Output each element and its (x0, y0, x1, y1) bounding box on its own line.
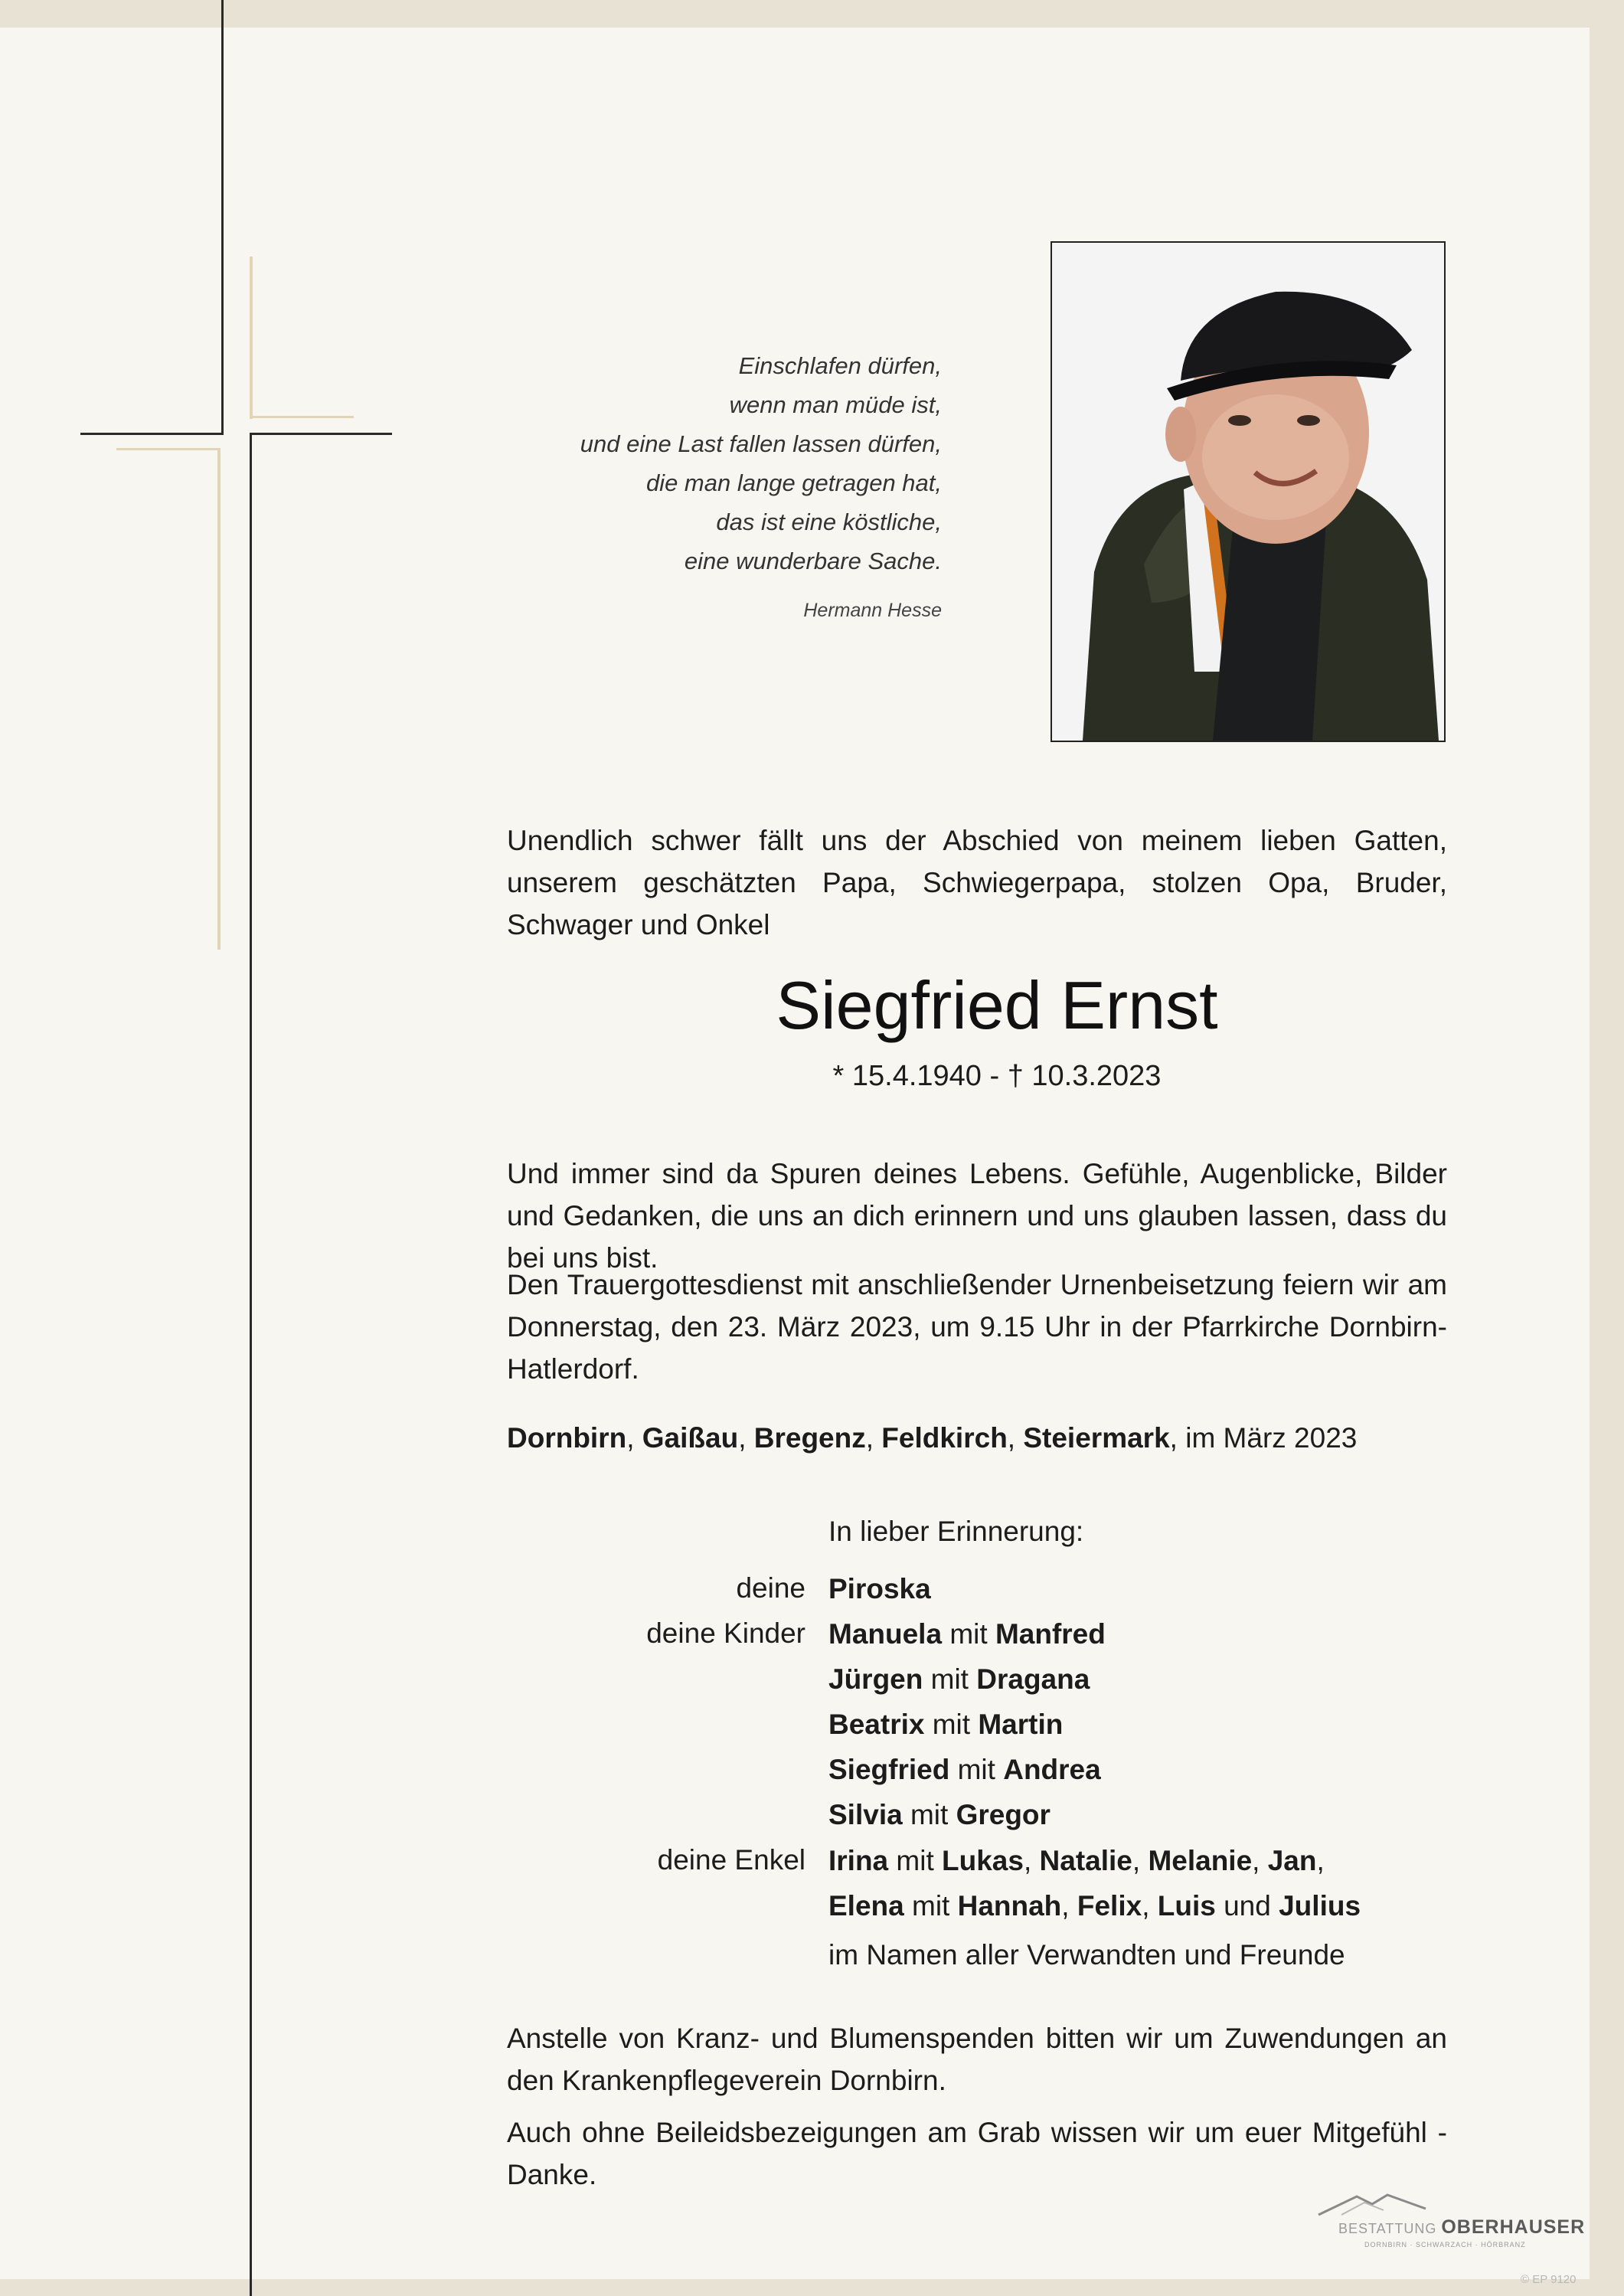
mourner-line: Elena mit Hannah, Felix, Luis und Julius (828, 1890, 1361, 1922)
place-name: Steiermark (1023, 1422, 1170, 1454)
quote-line: wenn man müde ist, (729, 391, 942, 418)
mourner-name: Beatrix (828, 1709, 925, 1740)
relation-names (828, 1611, 1441, 1837)
mourner-line: Silvia mit Gregor (828, 1799, 1051, 1830)
place-name: Bregenz (753, 1422, 866, 1454)
mourner-name: Andrea (1003, 1754, 1101, 1785)
mourner-name: Luis (1157, 1890, 1216, 1922)
mourner-name: Irina (828, 1845, 889, 1876)
quote-line: und eine Last fallen lassen dürfen, (580, 430, 942, 457)
logo-text (1338, 2216, 1585, 2239)
quote-line: das ist eine köstliche, (716, 509, 942, 535)
place-name: Feldkirch (881, 1422, 1008, 1454)
place-suffix: im März 2023 (1185, 1422, 1358, 1454)
mourner-name: Hannah (957, 1890, 1062, 1922)
quote-line: eine wunderbare Sache. (684, 548, 942, 574)
relation-label: deine (736, 1572, 805, 1604)
donation-note: Anstelle von Kranz- und Blumenspenden bitten wir um Zuwendungen an den Krankenpflegeverein Dornbirn. (507, 2023, 1447, 2096)
mourner-name: Felix (1077, 1890, 1142, 1922)
mountain-logo-icon (1311, 2192, 1441, 2218)
mourner-line: Jürgen mit Dragana (828, 1663, 1090, 1695)
mourner-name: Gregor (956, 1799, 1051, 1830)
closing-line: im Namen aller Verwandten und Freunde (828, 1939, 1345, 1971)
place-name: Gaißau (642, 1422, 739, 1454)
funeral-home-logo (1311, 2192, 1586, 2253)
mourner-name: Manuela (828, 1618, 943, 1650)
life-dates: * 15.4.1940 - † 10.3.2023 (832, 1060, 1162, 1092)
relation-label: deine Kinder (646, 1617, 805, 1649)
mourner-name: Lukas (942, 1845, 1024, 1876)
portrait-illustration (1052, 243, 1444, 741)
mourner-line: Irina mit Lukas, Natalie, Melanie, Jan, (828, 1845, 1325, 1876)
print-code: © EP 9120 (1521, 2273, 1577, 2286)
logo-name: OBERHAUSER (1441, 2216, 1586, 2238)
mourner-name: Julius (1279, 1890, 1361, 1922)
relation-names (828, 1838, 1441, 1928)
place-name: Dornbirn (507, 1422, 627, 1454)
intro-text: Unendlich schwer fällt uns der Abschied von meinem lieben Gatten, unserem geschätzten Papa, Schwiegerpapa, stolzen Opa, Bruder, Schwager und Onkel (507, 825, 1447, 940)
mourner-name: Jan (1267, 1845, 1317, 1876)
mourner-line: Beatrix mit Martin (828, 1709, 1064, 1740)
places-line: Dornbirn, Gaißau, Bregenz, Feldkirch, Steiermark, im März 2023 (507, 1422, 1358, 1454)
mourner-name: Elena (828, 1890, 904, 1922)
mourner-name: Piroska (828, 1573, 931, 1604)
deceased-name: Siegfried Ernst (776, 967, 1218, 1043)
logo-prefix: BESTATTUNG (1338, 2221, 1437, 2236)
quote-lines (459, 346, 942, 581)
mourner-name: Martin (978, 1709, 1064, 1740)
portrait-photo (1051, 241, 1446, 742)
mourner-name: Dragana (976, 1663, 1090, 1695)
relation-label: deine Enkel (657, 1844, 805, 1876)
thanks-note: Auch ohne Beileidsbezeigungen am Grab wissen wir um euer Mitgefühl - Danke. (507, 2117, 1447, 2190)
mourner-name: Melanie (1148, 1845, 1253, 1876)
mourner-name: Jürgen (828, 1663, 923, 1695)
mourner-name: Manfred (995, 1618, 1106, 1650)
mourner-name: Natalie (1039, 1845, 1132, 1876)
memorial-verse: Und immer sind da Spuren deines Lebens. Gefühle, Augenblicke, Bilder und Gedanken, die uns an dich erinnern und uns glauben lassen, dass du bei uns bist. (507, 1158, 1447, 1274)
memory-heading: In lieber Erinnerung: (828, 1516, 1084, 1547)
mourner-name: Siegfried (828, 1754, 950, 1785)
relation-names (828, 1566, 1441, 1611)
mourner-name: Silvia (828, 1799, 903, 1830)
quote-block (459, 346, 942, 623)
mourner-line: Manuela mit Manfred (828, 1618, 1106, 1650)
mourner-line (828, 1566, 1441, 1611)
quote-author: Hermann Hesse (803, 600, 942, 621)
logo-locations: DORNBIRN · SCHWARZACH · HÖRBRANZ (1364, 2241, 1526, 2249)
mourner-line: Siegfried mit Andrea (828, 1754, 1101, 1785)
quote-line: Einschlafen dürfen, (738, 352, 942, 379)
service-info: Den Trauergottesdienst mit anschließender Urnenbeisetzung feiern wir am Donnerstag, den 23. März 2023, um 9.15 Uhr in der Pfarrkirche Dornbirn-Hatlerdorf. (507, 1269, 1447, 1385)
quote-line: die man lange getragen hat, (645, 469, 942, 496)
